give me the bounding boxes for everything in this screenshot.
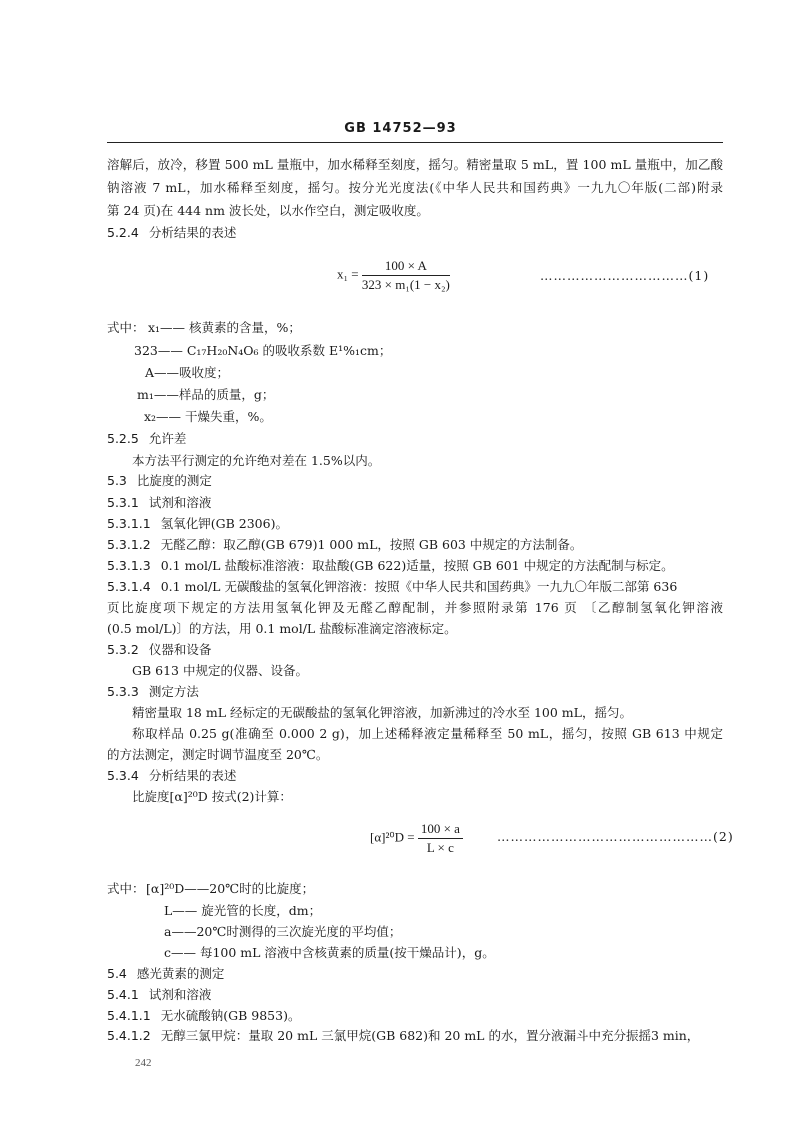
definition-item: m₁——样品的质量，g； [137,387,275,402]
section-number: 5.2.5 [107,431,139,446]
formula-lhs: [α]²⁰D = [370,829,415,845]
section-number: 5.3.1.1 [107,516,151,531]
section-title: 无醛乙醇：取乙醇(GB 679)1 000 mL，按照 GB 603 中规定的方法制备。 [160,537,583,552]
leader-dots: …………………………… [540,268,689,283]
section-number: 5.3.1.4 [107,579,151,594]
section-title: 0.1 mol/L 盐酸标准溶液：取盐酸(GB 622)适量，按照 GB 601 中规定的方法配制与标定。 [160,558,674,573]
header-rule [107,142,723,143]
section-number: 5.3.1.2 [107,537,151,552]
section-title: 分析结果的表述 [148,768,237,783]
definition-item: x₁—— 核黄素的含量，%； [148,320,301,335]
section-number: 5.2.4 [107,225,139,240]
formula-lhs: x₁ = [337,266,359,282]
paragraph-line: 页比旋度项下规定的方法用氢氧化钾及无醛乙醇配制，并参照附录第 176 页 〔乙醇制氢氧化钾溶液 [107,600,723,615]
section-heading-5-3-1-1 [107,514,288,534]
formula-denominator: 323 × m₁(1 − x₂) [361,277,450,292]
section-title: 氢氧化钾(GB 2306)。 [160,516,288,531]
definitions-intro: 式中： [107,320,145,335]
section-title: 分析结果的表述 [148,225,237,240]
section-title: 试剂和溶液 [148,987,212,1002]
paragraph-line: (0.5 mol/L)〕的方法，用 0.1 mol/L 盐酸标准滴定溶液标定。 [107,621,457,636]
section-number: 5.3.1.3 [107,558,151,573]
definition-item: x₂—— 干燥失重，%。 [144,409,272,424]
section-heading-5-3-1-2 [107,535,582,555]
section-number: 5.3.1 [107,495,139,510]
section-number: 5.4.1 [107,987,139,1002]
page-header: GB 14752—93 [344,121,457,136]
paragraph-line: 本方法平行测定的允许绝对差在 1.5%以内。 [132,453,381,468]
definition-item: a——20℃时测得的三次旋光度的平均值； [164,924,402,939]
section-number: 5.3.4 [107,768,139,783]
formula-1-leader [540,268,709,283]
section-title: 无水硫酸钠(GB 9853)。 [160,1008,301,1023]
definition-item: A——吸收度； [145,365,230,380]
formula-numerator: 100 × A [362,258,450,276]
leader-dots: ………………………………………… [497,829,713,844]
section-heading-5-3-4 [107,766,236,786]
paragraph-line: 第 24 页)在 444 nm 波长处，以水作空白，测定吸收度。 [107,203,429,218]
section-number: 5.3 [107,473,127,488]
section-heading-5-4 [107,964,224,984]
section-heading-5-3-2 [107,640,211,660]
section-title: 测定方法 [148,684,199,699]
formula-denominator: L × c [426,840,454,855]
section-title: 试剂和溶液 [148,495,212,510]
paragraph-line: 称取样品 0.25 g(准确至 0.000 2 g)，加上述稀释液定量稀释至 50 mL，摇匀，按照 GB 613 中规定 [132,726,723,741]
section-title: 允许差 [148,431,187,446]
section-title: 无醇三氯甲烷：量取 20 mL 三氯甲烷(GB 682)和 20 mL 的水，置分液漏斗中充分振摇3 min， [160,1028,700,1043]
definition-item: L—— 旋光管的长度，dm； [164,903,322,918]
formula-numerator: 100 × a [418,821,463,839]
page-number: 242 [135,1057,152,1069]
section-heading-5-4-1-2 [107,1026,699,1046]
section-number: 5.3.2 [107,642,139,657]
formula-fraction [418,821,463,856]
paragraph-line: 溶解后，放冷，移置 500 mL 量瓶中，加水稀释至刻度，摇匀。精密量取 5 mL，置 100 mL 量瓶中，加乙酸 [107,157,723,172]
paragraph-line: 精密量取 18 mL 经标定的无碳酸盐的氢氧化钾溶液，加新沸过的冷水至 100 mL，摇匀。 [132,705,632,720]
formula-2-leader [497,829,734,844]
section-number: 5.4.1.1 [107,1008,151,1023]
section-heading-5-3 [107,471,212,491]
definition-item: c—— 每100 mL 溶液中含核黄素的质量(按干燥品计)，g。 [164,945,495,960]
section-heading-5-4-1 [107,985,211,1005]
section-number: 5.4 [107,966,127,981]
section-title: 比旋度的测定 [136,473,212,488]
formula-1 [337,258,450,293]
section-heading-5-4-1-1 [107,1006,300,1026]
formula-fraction [362,258,450,293]
paragraph-line: 比旋度[α]²⁰D 按式(2)计算： [132,789,292,804]
definitions-intro: 式中： [107,881,145,896]
formula-2 [370,821,463,856]
section-number: 5.3.3 [107,684,139,699]
section-heading-5-3-3 [107,682,199,702]
section-heading-5-2-5 [107,429,186,449]
section-number: 5.4.1.2 [107,1028,151,1043]
equation-tag: (2) [713,829,734,844]
paragraph-line: 钠溶液 7 mL，加水稀释至刻度，摇匀。按分光光度法(《中华人民共和国药典》一九九〇年版(二部)附录 [107,180,723,195]
definition-item: 323—— C₁₇H₂₀N₄O₆ 的吸收系数 E¹%₁cm； [134,343,392,358]
section-heading-5-2-4 [107,223,236,243]
section-title: 仪器和设备 [148,642,212,657]
paragraph-line: GB 613 中规定的仪器、设备。 [132,663,308,678]
section-heading-5-3-1-3 [107,556,674,576]
section-heading-5-3-1 [107,493,211,513]
section-heading-5-3-1-4 [107,577,677,597]
paragraph-line: 的方法测定，测定时调节温度至 20℃。 [107,747,329,762]
equation-tag: (1) [688,268,710,283]
section-title: 感光黄素的测定 [136,966,225,981]
section-title: 0.1 mol/L 无碳酸盐的氢氧化钾溶液：按照《中华人民共和国药典》一九九〇年版二部第 636 [160,579,678,594]
definition-item: [α]²⁰D——20℃时的比旋度； [146,881,315,896]
